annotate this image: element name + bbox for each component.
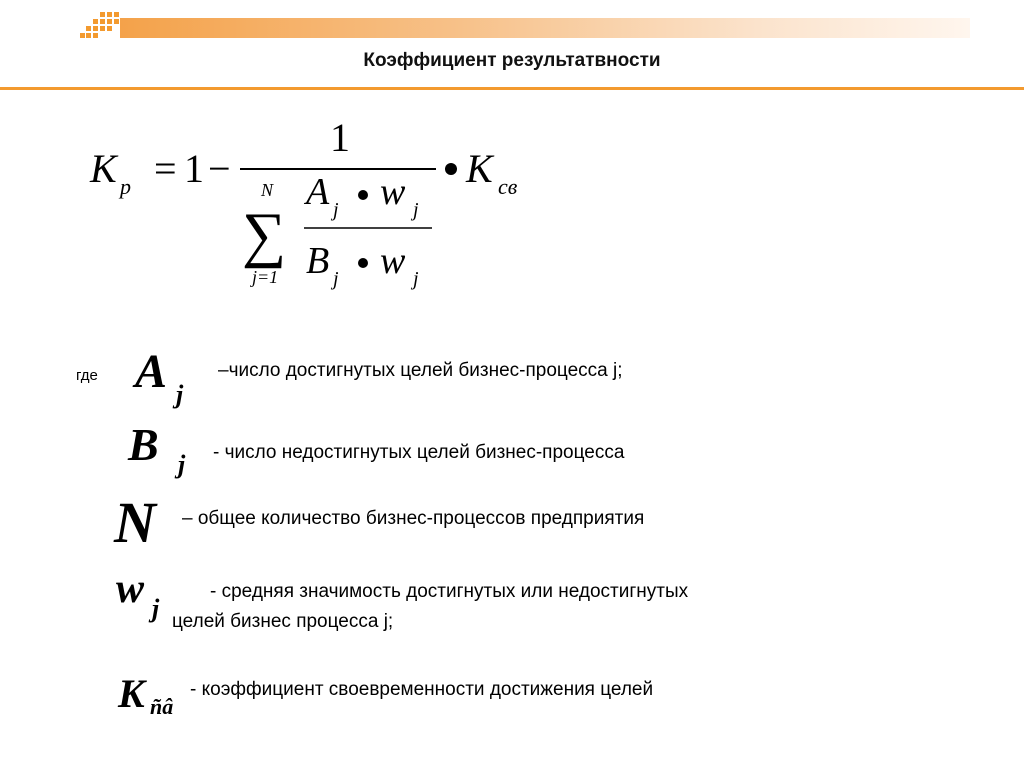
header-gradient-bar (120, 18, 970, 38)
inner-den-b-sub: j (333, 268, 339, 290)
legend-text-w-line1: - средняя значимость достигнутых или недостигнутых (210, 581, 689, 602)
inner-den-w: w (380, 240, 406, 282)
dot-operator (358, 258, 368, 268)
formula-svg (80, 105, 550, 305)
legend-symbol-k-sub: ñâ (150, 694, 174, 719)
sum-lower: j=1 (252, 267, 279, 287)
legend-symbol-a: A (135, 345, 168, 398)
legend-symbol-w: w (116, 566, 145, 612)
legend-text-b: - число недостигнутых целей бизнес-процесса (213, 442, 625, 463)
sum-sign: ∑ (242, 201, 287, 269)
inner-den-b: B (306, 240, 330, 282)
sum-upper: N (261, 180, 274, 200)
inner-num-a: A (306, 171, 330, 213)
legend-symbol-w-sub: j (152, 594, 160, 623)
legend-symbol-k: K (118, 671, 145, 716)
legend-text-a: –число достигнутых целей бизнес-процесса j; (218, 360, 623, 381)
dot-operator (445, 163, 457, 175)
formula (80, 105, 550, 305)
inner-num-w: w (380, 171, 406, 213)
formula-rhs: K (466, 146, 493, 191)
formula-one: 1 (184, 146, 204, 191)
legend-symbol-b-sub: j (178, 450, 186, 479)
formula-minus: − (208, 146, 231, 191)
legend-text-w-line2: целей бизнес процесса j; (172, 611, 394, 632)
formula-rhs-sub: св (498, 174, 518, 199)
legend-symbol-b: B (128, 419, 159, 470)
legend-symbol-a-sub: j (176, 380, 184, 409)
inner-num-a-sub: j (333, 199, 339, 221)
where-label: где (76, 367, 98, 384)
formula-equals: = (154, 146, 177, 191)
legend-text-k: - коэффициент своевременности достижения целей (190, 679, 654, 700)
formula-lhs-sub: p (120, 174, 131, 199)
dot-operator (358, 190, 368, 200)
inner-den-w-sub: j (413, 268, 419, 290)
legend-text-n: – общее количество бизнес-процессов предприятия (182, 508, 645, 529)
legend-symbol-n: N (114, 490, 156, 555)
page-title: Коэффициент результатвности (363, 50, 661, 71)
header-divider (0, 87, 1024, 90)
orange-dots-logo-icon (80, 12, 124, 40)
inner-num-w-sub: j (413, 199, 419, 221)
formula-numerator: 1 (330, 115, 350, 160)
formula-lhs: K (90, 146, 117, 191)
